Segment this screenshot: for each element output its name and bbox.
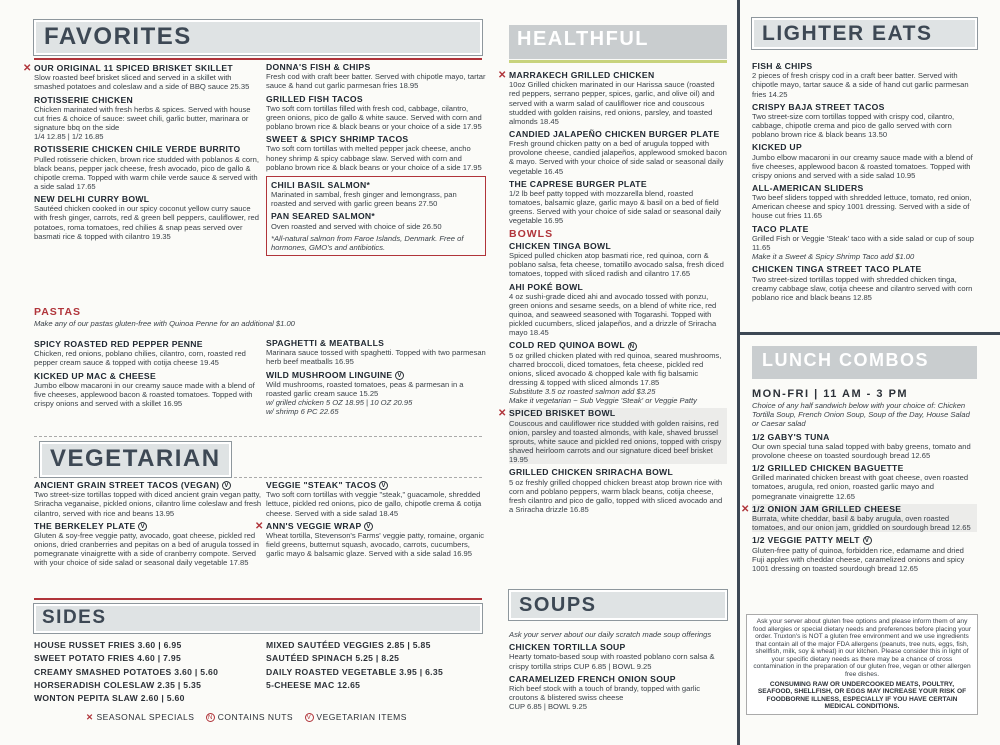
menu-item: GRILLED CHICKEN SRIRACHA BOWL 5 oz freshly grilled chopped chicken breast atop brown rice with corn and poblano peppers, warm black beans, cotija cheese, fresh cilantro and pico de gallo, topped with sliced avocado and a Sriracha drizzle 16.85 — [509, 467, 723, 514]
menu-item: ANCIENT GRAIN STREET TACOS (VEGAN) V Two street-size tortillas topped with diced ancient grain vegan patty, Sriracha veganaise, pickled onions, cilantro lime coleslaw and fresh cilantro, served with rice and beans 13.95 — [34, 480, 262, 518]
menu-item: WILD MUSHROOM LINGUINE V Wild mushrooms, roasted tomatoes, peas & parmesan in a roasted garlic cream sauce 15.25 w/ grilled chicken 5 OZ 18.95 | 10 OZ 20.95 w/ shrimp 6 PC 22.65 — [266, 369, 464, 417]
vegetarian-icon: V — [222, 481, 231, 490]
seasonal-icon: ✕ — [498, 408, 507, 420]
menu-item: ALL-AMERICAN SLIDERS Two beef sliders topped with shredded lettuce, tomato, red onion, American cheese and spicy 1001 dressing. Served with a side of house cut fries 11.65 — [752, 182, 972, 221]
menu-item: ✕ ANN'S VEGGIE WRAP V Wheat tortilla, Stevenson's Farms' veggie patty, romaine, organic field greens, butternut squash, avocado, carrots, cucumbers, garlic mayo & balsamic glaze. Served with a side salad 16.95 — [255, 520, 485, 559]
menu-item: ROTISSERIE CHICKEN Chicken marinated with fresh herbs & spices. Served with house cut fries & choice of sauce: sweet chili, garlic butter, marinara or signature bbq on the side 1/4 12.85 | 1/2 16.85 — [34, 94, 251, 142]
menu-item: DONNA'S FISH & CHIPS Fresh cod with craft beer batter. Served with chipotle mayo, tartar sauce & hand cut garlic parmesan fries 18.95 — [266, 62, 486, 91]
legend: ✕ SEASONAL SPECIALS N CONTAINS NUTS V VEGETARIAN ITEMS — [86, 712, 407, 722]
menu-item: COLD RED QUINOA BOWL N 5 oz grilled chicken plated with red quinoa, seared mushrooms, charred broccoli, diced tomatoes, feta cheese, pickled red onions, sliced avocado & chopped kale with fig balsamic dressing & topped with sliced almonds 17.85 Substitute 3.5 oz roasted salmon add $3.25 Make it vegetarian ~ Sub Veggie 'Steak' or Veggie Patty — [509, 340, 722, 406]
menu-item: ✕ 1/2 ONION JAM GRILLED CHEESE Burrata, white cheddar, basil & baby arugula, oven roasted tomatoes, and our onion jam, griddled on sourdough bread 12.65 — [752, 504, 977, 533]
menu-item: ✕ OUR ORIGINAL 11 SPICED BRISKET SKILLET Slow roasted beef brisket sliced and served in a skillet with smashed potatoes and coleslaw and a side of BBQ sauce 25.35 — [23, 63, 250, 92]
allergy-notice: Ask your server about gluten free options and please inform them of any food allergies or special dietary needs and preferences before placing your order. Truxton's is NOT a gluten free environment and we use ingredients that contain all of the major FDA allergens (peanuts, tree nuts, eggs, fish, shellfish, milk, soy & wheat) in our kitchen. Please consider this in light of your specific dietary needs as there may be a chance of cross contamination in the preparation of our gluten free, vegan or other allergen free dishes. CONSUMING RAW OR UNDERCOOKED MEATS, POULTRY, SEAFOOD, SHELLFISH, OR EGGS MAY INCREASE YOUR RISK OF FOODBORNE ILLNESS, ESPECIALLY IF YOU HAVE CERTAIN MEDICAL CONDITIONS. — [746, 614, 978, 715]
seasonal-icon: ✕ — [498, 70, 507, 81]
menu-item: THE BERKELEY PLATE V Gluten & soy-free veggie patty, avocado, goat cheese, pickled red onions, dried cranberries and pepitas on a bed of arugula tossed in pomegranate vinaigrette with a side of cranberry compote. Served with your choice of side salad or seasonal daily vegetable 17.85 — [34, 520, 260, 568]
menu-item: TACO PLATE Grilled Fish or Veggie 'Steak' taco with a side salad or cup of soup 11.65 Make it a Sweet & Spicy Shrimp Taco add $1.00 — [752, 223, 974, 262]
menu-item: KICKED UP Jumbo elbow macaroni in our creamy sauce made with a blend of five cheeses, applewood bacon & roasted tomatoes. Topped with crispy onions and served with a side salad 10.95 — [752, 142, 973, 180]
menu-item: CANDIED JALAPEÑO CHICKEN BURGER PLATE Fresh ground chicken patty on a bed of arugula topped with provolone cheese, candied jalapeños, applewood smoked bacon & mayo. Served with your choice of side salad or seasonal daily vegetable 16.45 — [509, 128, 727, 176]
favorites-title: FAVORITES — [34, 20, 482, 55]
menu-item: 1/2 VEGGIE PATTY MELT V Gluten-free patty of quinoa, forbidden rice, edamame and dried Fuji apples with cheddar cheese, caramelized onions and spicy 1001 dressing on toasted sourdough bread 12.65 — [752, 535, 965, 573]
healthful-title: HEALTHFUL — [517, 28, 649, 50]
column-2 — [255, 0, 486, 745]
menu-item: ROTISSERIE CHICKEN CHILE VERDE BURRITO Pulled rotisserie chicken, brown rice studded with poblanos & corn, black beans, pepper jack cheese, fresh avocado, pico de gallo & chipotle crema. Topped with warm chile verde sauce & served with a side salad 17.65 — [34, 144, 259, 191]
menu-item: AHI POKÉ BOWL 4 oz sushi-grade diced ahi and avocado tossed with ponzu, green onions and sesame seeds, on a blend of white rice, red quinoa, and seaweed seasoned with Togarashi. Topped with pickled cucumbers, sliced jalapeños, and a drizzle of Sriracha mayo 18.45 — [509, 281, 717, 338]
vegetarian-icon: V — [364, 522, 373, 531]
vegetarian-icon: V — [379, 481, 388, 490]
healthful-header-bar — [509, 25, 727, 59]
menu-item: SPAGHETTI & MEATBALLS Marinara sauce tossed with spaghetti. Topped with two parmesan herb beef meatballs 16.95 — [266, 338, 486, 367]
seasonal-icon: ✕ — [23, 63, 32, 74]
lunch-title: LUNCH COMBOS — [762, 350, 929, 370]
seasonal-icon: ✕ — [741, 503, 750, 515]
menu-item: SWEET & SPICY SHRIMP TACOS Two soft corn tortillas with melted pepper jack cheese, ancho honey shrimp & spicy cabbage slaw. Served with corn and poblano brown rice & black beans or your choice of a side 17.95 — [266, 134, 482, 172]
soups-header-bar — [509, 590, 727, 620]
salmon-box: CHILI BASIL SALMON* Marinated in sambal, fresh ginger and lemongrass, pan roasted and served with garlic green beans 27.50 PAN SEARED SALMON* Oven roasted and served with choice of side 26.50 *All-natural salmon from Faroe Islands, Denmark. Free of hormones, GMO's and antibiotics. — [266, 176, 486, 256]
menu-item: ✕ MARRAKECH GRILLED CHICKEN 10oz Grilled chicken marinated in our Harissa sauce (roasted red peppers, serrano pepper, spices, garlic, and olive oil) and served with a warm salad of cauliflower rice and couscous studded with golden raisins, red onions, parsley, and toasted almonds 18.45 — [498, 70, 715, 126]
column-3 — [498, 0, 727, 745]
vegetarian-icon: V — [395, 371, 404, 380]
menu-item: SPICY ROASTED RED PEPPER PENNE Chicken, red onions, poblano chilies, cilantro, corn, roasted red pepper cream sauce & topped with cotija cheese 19.45 — [34, 339, 246, 368]
vegetarian-title: VEGETARIAN — [40, 442, 231, 477]
menu-item: THE CAPRESE BURGER PLATE 1/2 lb beef patty topped with mozzarella blend, roasted tomatoes, balsamic glaze, garlic mayo & basil on a bed of field greens. Served with your choice of side salad or seasonal daily vegetable 16.95 — [509, 178, 721, 226]
menu-item: 1/2 GRILLED CHICKEN BAGUETTE Grilled marinated chicken breast with goat cheese, oven roasted tomatoes, arugula, red onion, roasted garlic mayo and pomegranate vinaigrette 12.65 — [752, 463, 969, 501]
menu-item: CARAMELIZED FRENCH ONION SOUP Rich beef stock with a touch of brandy, topped with garlic croutons & blistered swiss cheese CUP 6.85 | BOWL 9.25 — [509, 673, 701, 712]
sides-title: SIDES — [34, 604, 482, 633]
menu-item: 1/2 GABY'S TUNA Our own special tuna salad topped with baby greens, tomato and provolone cheese on toasted sourdough bread 12.65 — [752, 431, 971, 460]
pastas-title: PASTAS — [34, 306, 82, 318]
soups-note: Ask your server about our daily scratch made soup offerings — [509, 630, 712, 639]
menu-item: CHICKEN TINGA BOWL Spiced pulled chicken atop basmati rice, red quinoa, corn & poblano salsa, feta cheese, tomatillo avocado salsa, fresh diced tomatoes, topped with sliced radish and cilantro 17.65 — [509, 240, 724, 279]
vegetarian-icon: V — [863, 536, 872, 545]
vegetarian-icon: V — [138, 522, 147, 531]
menu-item: VEGGIE "STEAK" TACOS V Two soft corn tortillas with veggie "steak," guacamole, shredded lettuce, pickled red onions, pico de gallo, chipotle crema & cotija cheese. Served with a side salad 18.45 — [266, 480, 482, 518]
nuts-icon: N — [628, 342, 637, 351]
bowls-title: BOWLS — [509, 228, 554, 241]
sides-right: MIXED SAUTÉED VEGGIES 2.85 | 5.85 SAUTÉED SPINACH 5.25 | 8.25 DAILY ROASTED VEGETABLE 3.95 | 6.35 5-CHEESE MAC 12.65 — [266, 640, 444, 690]
menu-item: KICKED UP MAC & CHEESE Jumbo elbow macaroni in our creamy sauce made with a blend of five cheeses, applewood bacon & roasted tomatoes. Topped with crispy onions and served with a skillet 16.95 — [34, 370, 255, 409]
seasonal-icon: ✕ — [255, 520, 264, 532]
menu-item: GRILLED FISH TACOS Two soft corn tortillas filled with fresh cod, cabbage, cilantro, green onions, pico de gallo & white sauce. Served with corn and poblano brown rice & black beans or your choice of a side 17.95 — [266, 93, 482, 132]
menu-item: CHICKEN TORTILLA SOUP Hearty tomato-based soup with roasted poblano corn salsa & crispy tortilla strips CUP 6.85 | BOWL 9.25 — [509, 642, 715, 671]
lunch-hours: MON-FRI | 11 AM - 3 PM — [752, 388, 909, 400]
menu-item: CHICKEN TINGA STREET TACO PLATE Two street-sized tortillas topped with shredded chicken tinga, creamy cabbage slaw, cotija cheese and cilantro served with corn poblano rice and black beans 12.85 — [752, 264, 973, 302]
lighter-eats-title: LIGHTER EATS — [752, 18, 977, 49]
menu-item: NEW DELHI CURRY BOWL Sautéed chicken cooked in our spicy coconut yellow curry sauce with fresh ginger, carrots, red & green bell peppers, cauliflower, red potatoes, roma tomatoes, red chilies & snap peas served over basmati rice & topped with cilantro 19.35 — [34, 194, 259, 241]
lunch-header-bar — [752, 346, 977, 379]
pastas-note: Make any of our pastas gluten-free with Quinoa Penne for an additional $1.00 — [34, 318, 295, 328]
column-4 — [741, 0, 977, 745]
column-divider — [737, 0, 740, 745]
menu-item: CRISPY BAJA STREET TACOS Two street-size corn tortillas topped with crispy cod, cilantro, cabbage, chipotle crema and pico de gallo served with corn poblano brown rice & black beans 13.50 — [752, 101, 955, 140]
sides-left: HOUSE RUSSET FRIES 3.60 | 6.95 SWEET POTATO FRIES 4.60 | 7.95 CREAMY SMASHED POTATOES 3.60 | 5.60 HORSERADISH COLESLAW 2.35 | 5.35 WONTON PEPITA SLAW 2.60 | 5.60 — [34, 640, 219, 704]
menu-item: ✕ SPICED BRISKET BOWL Couscous and cauliflower rice studded with golden raisins, red onion, parsley and toasted almonds, with kale, shaved brussel sprouts, white sauce and pickled red onions, topped with crispy shaved heirloom carrots and our signature diced beef brisket 19.95 — [509, 408, 727, 464]
soups-title: SOUPS — [509, 590, 727, 620]
lunch-note: Choice of any half sandwich below with your choice of: Chicken Tortilla Soup, French Onion Soup, Soup of the Day, House Salad or Caesar salad — [752, 401, 970, 429]
menu-item: FISH & CHIPS 2 pieces of fresh crispy cod in a craft beer batter. Served with chipotle mayo, tartar sauce & a side of hand cut garlic parmesan fries 14.25 — [752, 61, 969, 99]
